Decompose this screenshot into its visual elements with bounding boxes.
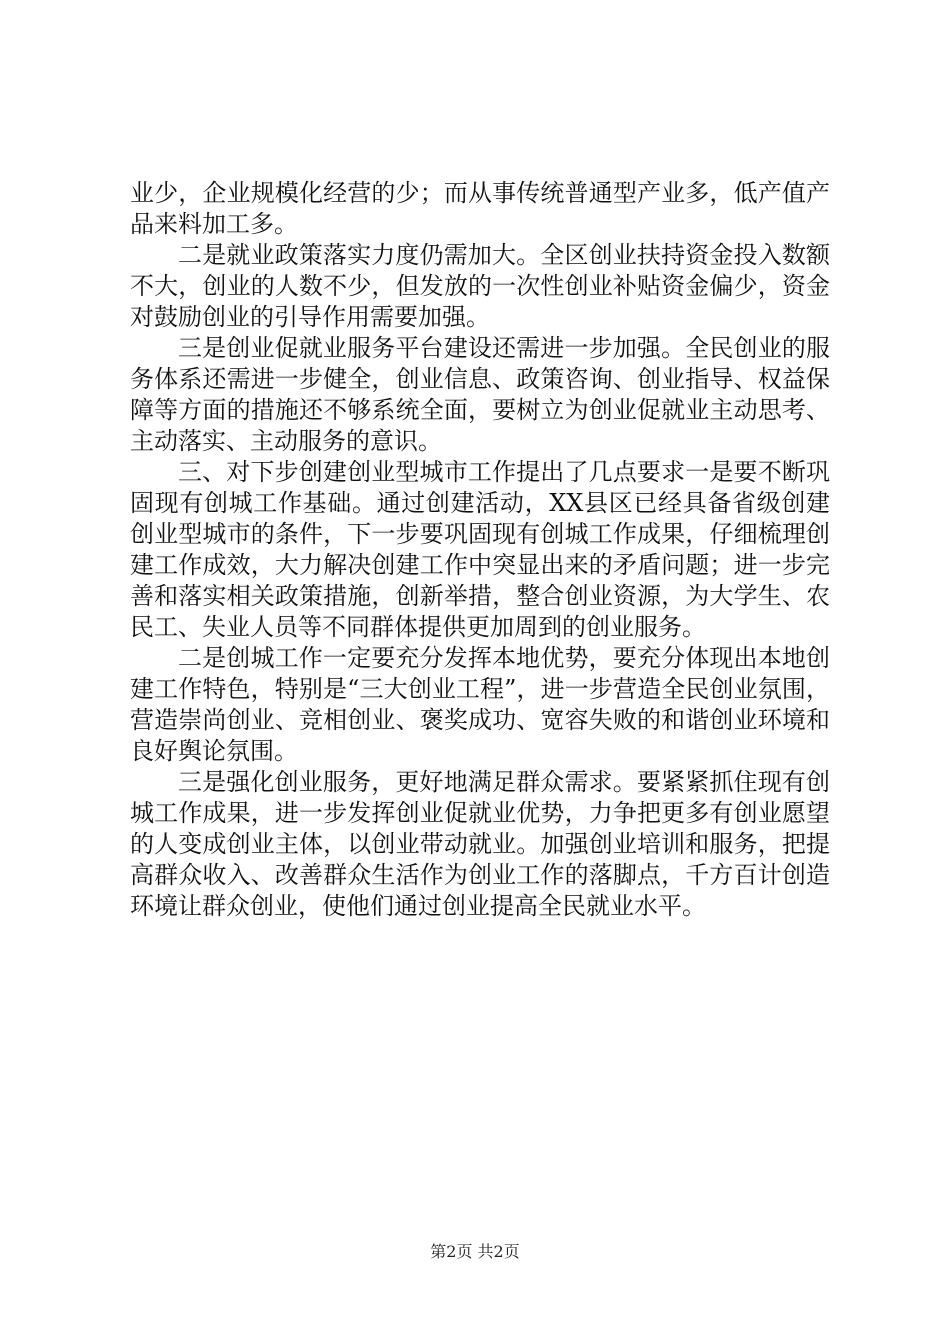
paragraph-local-advantage: 二是创城工作一定要充分发挥本地优势，要充分体现出本地创建工作特色，特别是“三大创业工程”，进一步营造全民创业氛围，营造崇尚创业、竞相创业、褒奖成功、宽容失败的和谐创业环境和良好舆论氛围。 — [130, 644, 830, 765]
paragraph-continuation: 业少，企业规模化经营的少；而从事传统普通型产业多，低产值产品来料加工多。 — [130, 179, 830, 238]
paragraph-requirements: 三、对下步创建创业型城市工作提出了几点要求一是要不断巩固现有创城工作基础。通过创建活动，XX县区已经具备省级创建创业型城市的条件，下一步要巩固现有创城工作成果，仔细梳理创建工作成效，大力解决创建工作中突显出来的矛盾问题；进一步完善和落实相关政策措施，创新举措，整合创业资源，为大学生、农民工、失业人员等不同群体提供更加周到的创业服务。 — [130, 458, 830, 641]
paragraph-policy: 二是就业政策落实力度仍需加大。全区创业扶持资金投入数额不大，创业的人数不少，但发放的一次性创业补贴资金偏少，资金对鼓励创业的引导作用需要加强。 — [130, 241, 830, 331]
paragraph-strengthen-service: 三是强化创业服务，更好地满足群众需求。要紧紧抓住现有创城工作成果，进一步发挥创业促就业优势，力争把更多有创业愿望的人变成创业主体，以创业带动就业。加强创业培训和服务，把提高群众收入、改善群众生活作为创业工作的落脚点，千方百计创造环境让群众创业，使他们通过创业提高全民就业水平。 — [130, 768, 830, 920]
page-footer: 第2页 共2页 — [430, 1242, 520, 1261]
paragraph-service-platform: 三是创业促就业服务平台建设还需进一步加强。全民创业的服务体系还需进一步健全，创业信息、政策咨询、创业指导、权益保障等方面的措施还不够系统全面，要树立为创业促就业主动思考、主动落实、主动服务的意识。 — [130, 334, 830, 455]
document-body — [130, 178, 830, 922]
